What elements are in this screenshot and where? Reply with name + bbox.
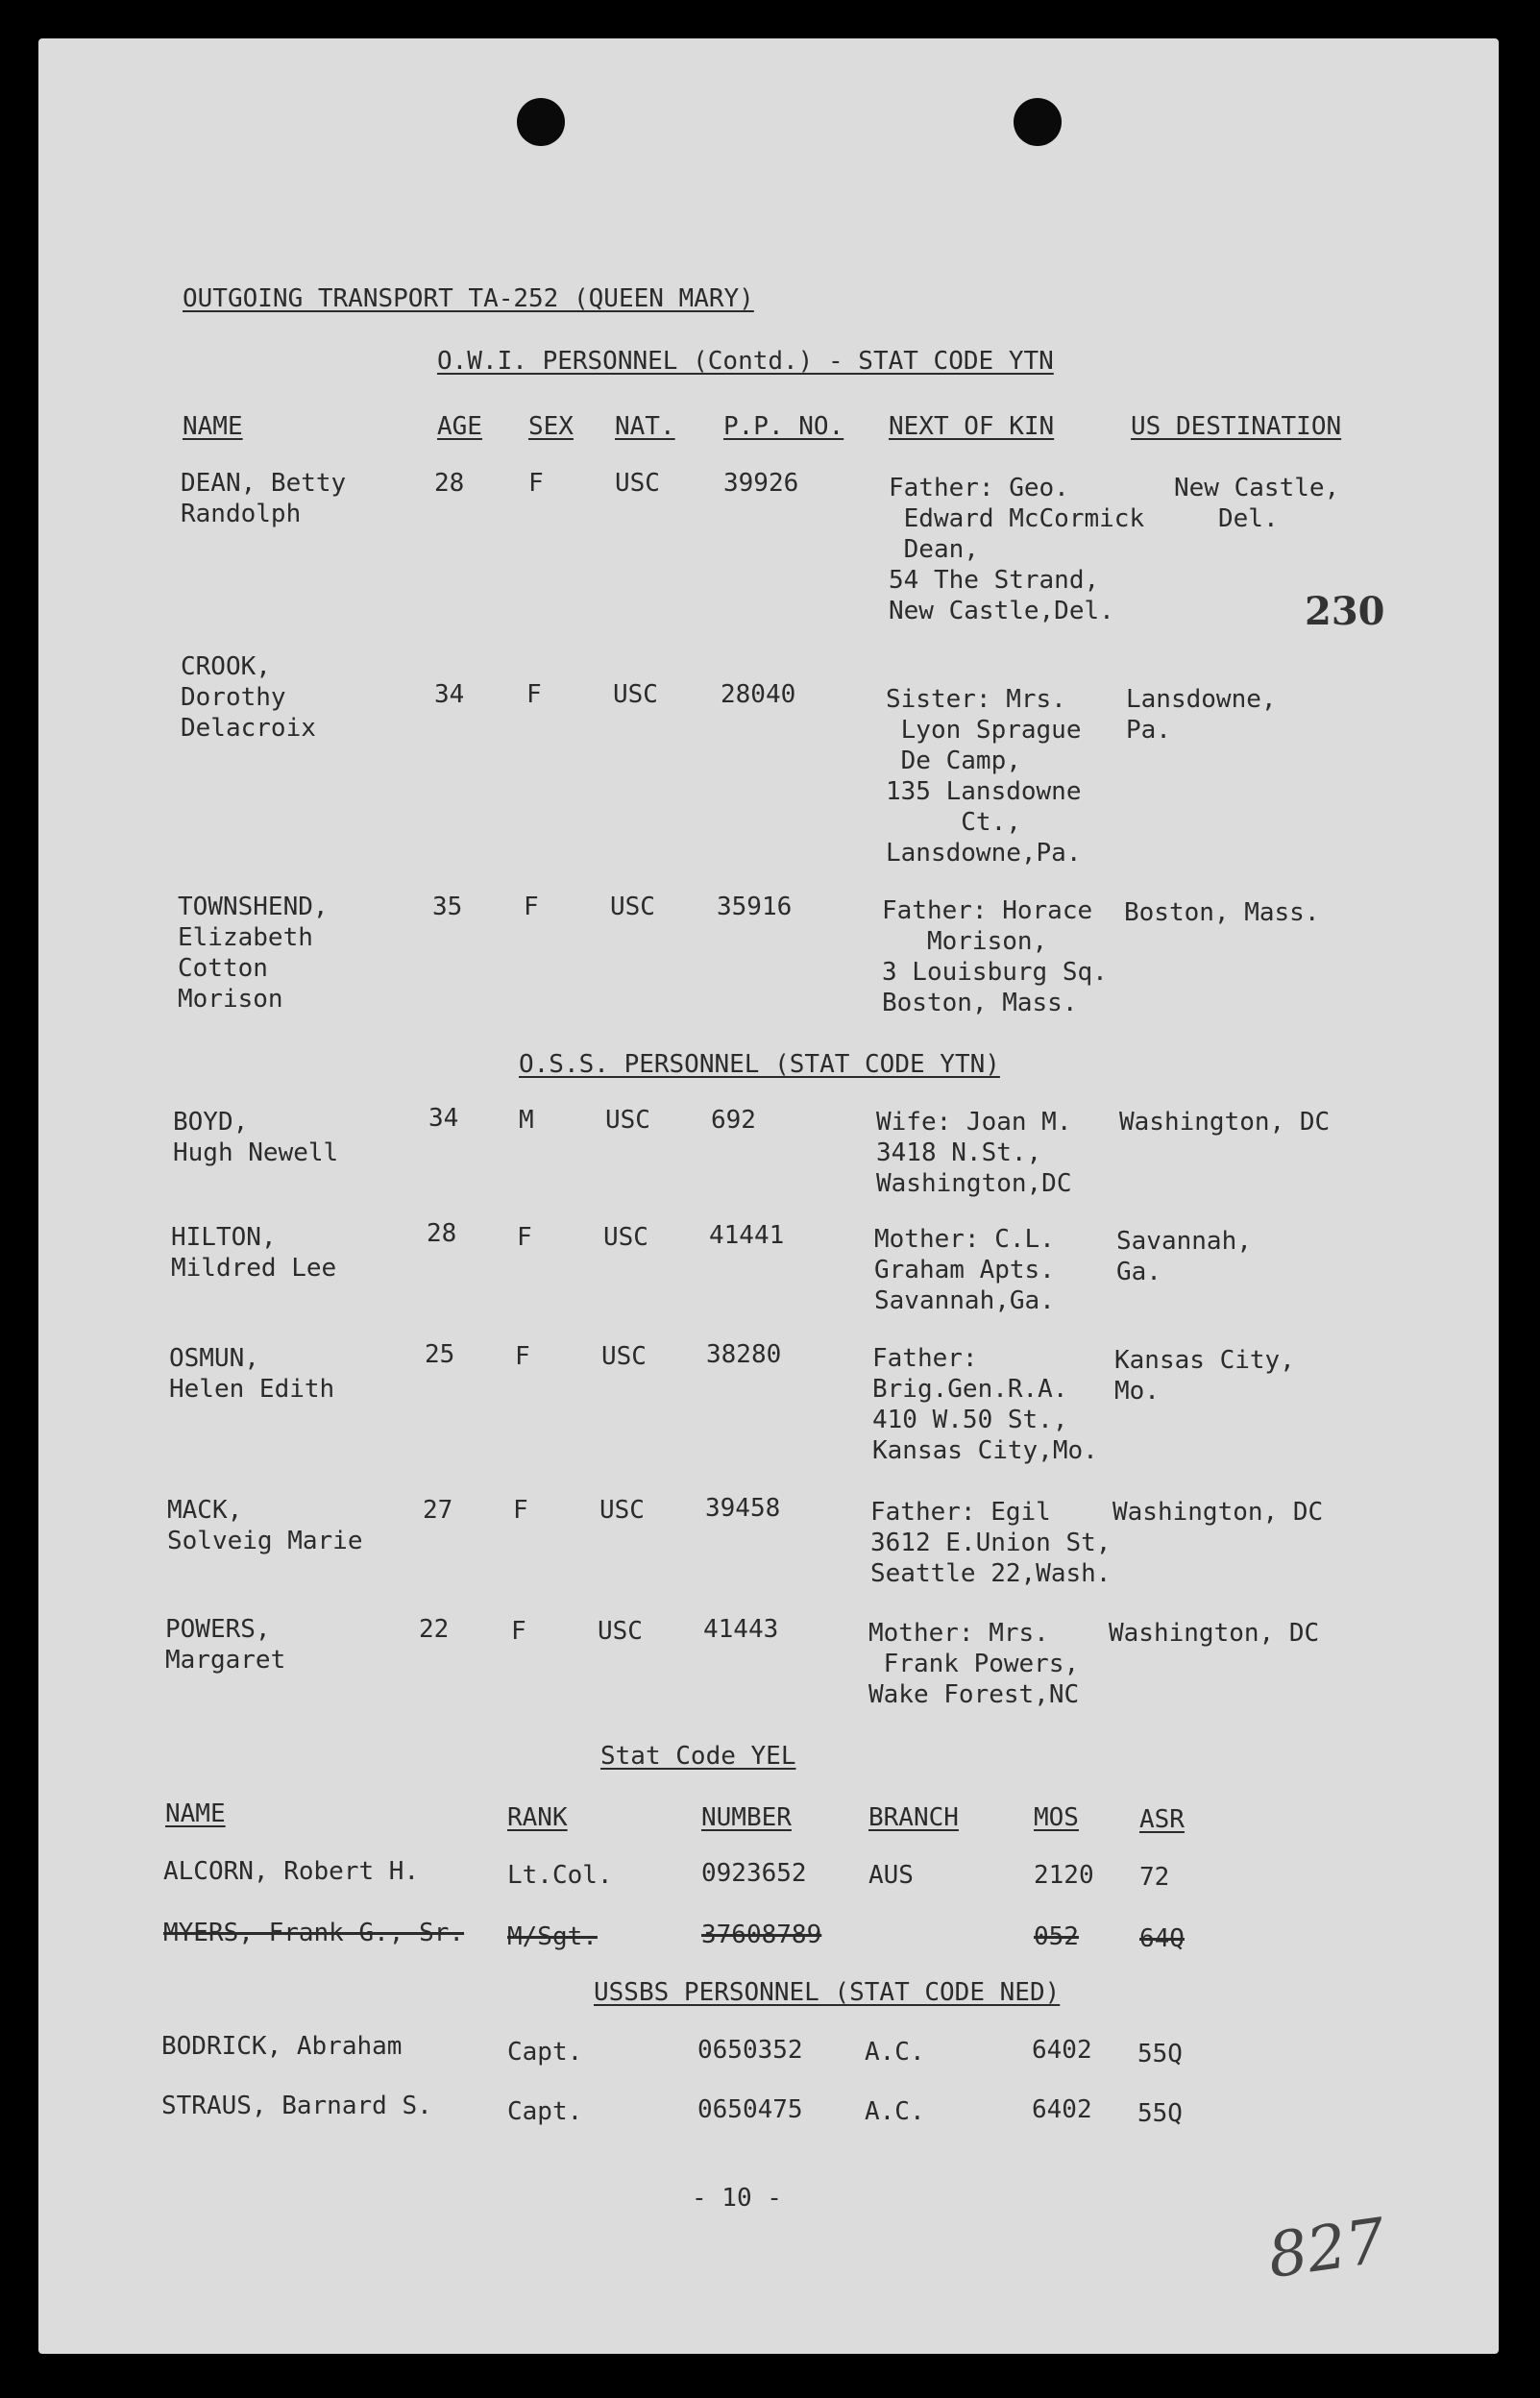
punch-hole-left	[517, 98, 565, 146]
person-passport: 38280	[706, 1340, 782, 1369]
mil-name: MYERS, Frank G., Sr.	[163, 1919, 465, 1947]
person-name: OSMUN,	[169, 1344, 259, 1373]
person-passport: 39926	[723, 469, 799, 498]
person-nationality: USC	[613, 680, 658, 709]
person-nationality: USC	[601, 1342, 647, 1371]
mil-name: STRAUS, Barnard S.	[161, 2092, 432, 2120]
person-destination: Kansas City,	[1114, 1346, 1295, 1375]
person-name: Margaret	[165, 1646, 286, 1675]
person-age: 28	[427, 1219, 457, 1248]
mil-header-branch: BRANCH	[868, 1803, 959, 1832]
mil-rank: Capt.	[507, 2097, 583, 2126]
person-destination: Boston, Mass.	[1124, 898, 1320, 927]
mil-header-asr: ASR	[1139, 1805, 1185, 1834]
header-age: AGE	[437, 412, 482, 441]
kin-line: Ct.,	[886, 808, 1021, 837]
kin-line: New Castle,Del.	[889, 597, 1114, 625]
header-nat: NAT.	[615, 412, 675, 441]
stat-code-heading: Stat Code YEL	[600, 1742, 796, 1771]
person-name: Cotton	[178, 954, 268, 983]
kin-line: Wife: Joan M.	[876, 1108, 1072, 1137]
mil-rank: M/Sgt.	[507, 1922, 598, 1951]
person-name: DEAN, Betty	[181, 469, 347, 498]
handwritten-number: 827	[1263, 2205, 1390, 2293]
mil-mos: 052	[1034, 1922, 1079, 1951]
kin-line: Kansas City,Mo.	[872, 1436, 1098, 1465]
person-destination: Pa.	[1126, 716, 1171, 745]
kin-line: Edward McCormick	[889, 504, 1145, 533]
person-sex: F	[526, 680, 542, 709]
page-number: - 10 -	[692, 2184, 782, 2213]
person-name: CROOK,	[181, 652, 271, 681]
oss-section-heading: O.S.S. PERSONNEL (STAT CODE YTN)	[519, 1050, 1000, 1079]
mil-header-mos: MOS	[1034, 1803, 1079, 1832]
mil-rank: Lt.Col.	[507, 1861, 613, 1890]
person-destination: Washington, DC	[1119, 1108, 1331, 1137]
mil-mos: 2120	[1034, 1861, 1094, 1890]
person-name: TOWNSHEND,	[178, 893, 329, 921]
kin-line: De Camp,	[886, 746, 1021, 775]
person-destination: Lansdowne,	[1126, 685, 1277, 714]
person-sex: F	[513, 1496, 528, 1525]
punch-hole-right	[1014, 98, 1062, 146]
mil-asr: 55Q	[1137, 2099, 1183, 2128]
person-destination: Del.	[1218, 504, 1279, 533]
mil-mos: 6402	[1032, 2095, 1092, 2124]
mil-header-rank: RANK	[507, 1803, 568, 1832]
kin-line: Savannah,Ga.	[874, 1286, 1055, 1315]
kin-line: 3418 N.St.,	[876, 1138, 1042, 1167]
mil-mos: 6402	[1032, 2036, 1092, 2065]
person-passport: 41443	[703, 1615, 779, 1644]
person-passport: 35916	[717, 893, 793, 921]
kin-line: 54 The Strand,	[889, 566, 1100, 595]
mil-asr: 55Q	[1137, 2040, 1183, 2068]
person-age: 27	[423, 1496, 453, 1525]
kin-line: Sister: Mrs.	[886, 685, 1066, 714]
person-name: MACK,	[167, 1496, 243, 1525]
person-sex: F	[511, 1617, 526, 1646]
mil-asr: 64Q	[1139, 1924, 1185, 1953]
kin-line: Wake Forest,NC	[868, 1680, 1080, 1709]
person-age: 22	[419, 1615, 450, 1644]
person-sex: F	[524, 893, 539, 921]
kin-line: 3612 E.Union St,	[870, 1529, 1112, 1557]
kin-line: 410 W.50 St.,	[872, 1406, 1068, 1434]
kin-line: Washington,DC	[876, 1169, 1072, 1198]
kin-line: Mother: C.L.	[874, 1225, 1055, 1254]
person-age: 34	[428, 1104, 459, 1133]
person-age: 34	[434, 680, 465, 709]
mil-branch: A.C.	[865, 2038, 925, 2067]
kin-line: Frank Powers,	[868, 1650, 1080, 1678]
person-sex: F	[515, 1342, 530, 1371]
mil-number: 0923652	[701, 1859, 807, 1888]
person-destination: Ga.	[1116, 1258, 1161, 1286]
person-passport: 39458	[705, 1494, 781, 1523]
header-sex: SEX	[528, 412, 574, 441]
owi-section-heading: O.W.I. PERSONNEL (Contd.) - STAT CODE YTN	[437, 347, 1054, 376]
person-name: Delacroix	[181, 714, 316, 743]
header-next-of-kin: NEXT OF KIN	[889, 412, 1055, 441]
person-destination: New Castle,	[1174, 474, 1340, 502]
person-age: 28	[434, 469, 465, 498]
person-nationality: USC	[615, 469, 660, 498]
person-destination: Mo.	[1114, 1377, 1160, 1406]
kin-line: Lyon Sprague	[886, 716, 1082, 745]
document-title: OUTGOING TRANSPORT TA-252 (QUEEN MARY)	[183, 284, 754, 313]
kin-line: Dean,	[889, 535, 979, 564]
person-sex: F	[528, 469, 544, 498]
kin-line: Father: Egil	[870, 1498, 1051, 1527]
mil-number: 0650352	[697, 2036, 803, 2065]
person-name: Helen Edith	[169, 1375, 335, 1404]
mil-branch: AUS	[868, 1861, 914, 1890]
person-age: 25	[425, 1340, 455, 1369]
person-passport: 28040	[721, 680, 796, 709]
person-name: HILTON,	[171, 1223, 277, 1252]
person-name: BOYD,	[173, 1108, 249, 1137]
mil-branch: A.C.	[865, 2097, 925, 2126]
mil-header-number: NUMBER	[701, 1803, 792, 1832]
person-nationality: USC	[610, 893, 655, 921]
kin-line: Mother: Mrs.	[868, 1619, 1049, 1648]
header-name: NAME	[183, 412, 243, 441]
person-name: Hugh Newell	[173, 1138, 339, 1167]
person-age: 35	[432, 893, 463, 921]
mil-number: 0650475	[697, 2095, 803, 2124]
kin-line: 135 Lansdowne	[886, 777, 1082, 806]
kin-line: Boston, Mass.	[882, 989, 1078, 1017]
mil-number: 37608789	[701, 1921, 822, 1949]
person-name: POWERS,	[165, 1615, 271, 1644]
stamped-number: 230	[1305, 589, 1385, 634]
mil-name: ALCORN, Robert H.	[163, 1857, 420, 1886]
kin-line: 3 Louisburg Sq.	[882, 958, 1108, 987]
person-nationality: USC	[598, 1617, 643, 1646]
kin-line: Father: Horace	[882, 896, 1093, 925]
person-name: Elizabeth	[178, 923, 313, 952]
person-passport: 692	[711, 1106, 756, 1135]
mil-name: BODRICK, Abraham	[161, 2032, 403, 2061]
person-name: Solveig Marie	[167, 1527, 363, 1555]
person-nationality: USC	[603, 1223, 648, 1252]
mil-header-name: NAME	[165, 1799, 226, 1828]
person-sex: M	[519, 1106, 534, 1135]
person-name: Randolph	[181, 500, 302, 528]
person-destination: Washington, DC	[1112, 1498, 1324, 1527]
mil-asr: 72	[1139, 1863, 1170, 1892]
kin-line: Father:	[872, 1344, 978, 1373]
header-pp-no: P.P. NO.	[723, 412, 844, 441]
mil-rank: Capt.	[507, 2038, 583, 2067]
header-us-destination: US DESTINATION	[1131, 412, 1342, 441]
person-name: Mildred Lee	[171, 1254, 337, 1283]
person-destination: Washington, DC	[1109, 1619, 1320, 1648]
kin-line: Father: Geo.	[889, 474, 1069, 502]
person-nationality: USC	[605, 1106, 650, 1135]
kin-line: Lansdowne,Pa.	[886, 839, 1082, 868]
person-passport: 41441	[709, 1221, 785, 1250]
person-sex: F	[517, 1223, 532, 1252]
person-name: Morison	[178, 985, 283, 1014]
person-name: Dorothy	[181, 683, 286, 712]
document-page	[38, 38, 1499, 2354]
kin-line: Graham Apts.	[874, 1256, 1055, 1285]
kin-line: Brig.Gen.R.A.	[872, 1375, 1068, 1404]
person-destination: Savannah,	[1116, 1227, 1252, 1256]
kin-line: Seattle 22,Wash.	[870, 1559, 1112, 1588]
person-nationality: USC	[599, 1496, 645, 1525]
kin-line: Morison,	[882, 927, 1048, 956]
ussbs-section-heading: USSBS PERSONNEL (STAT CODE NED)	[594, 1978, 1061, 2007]
